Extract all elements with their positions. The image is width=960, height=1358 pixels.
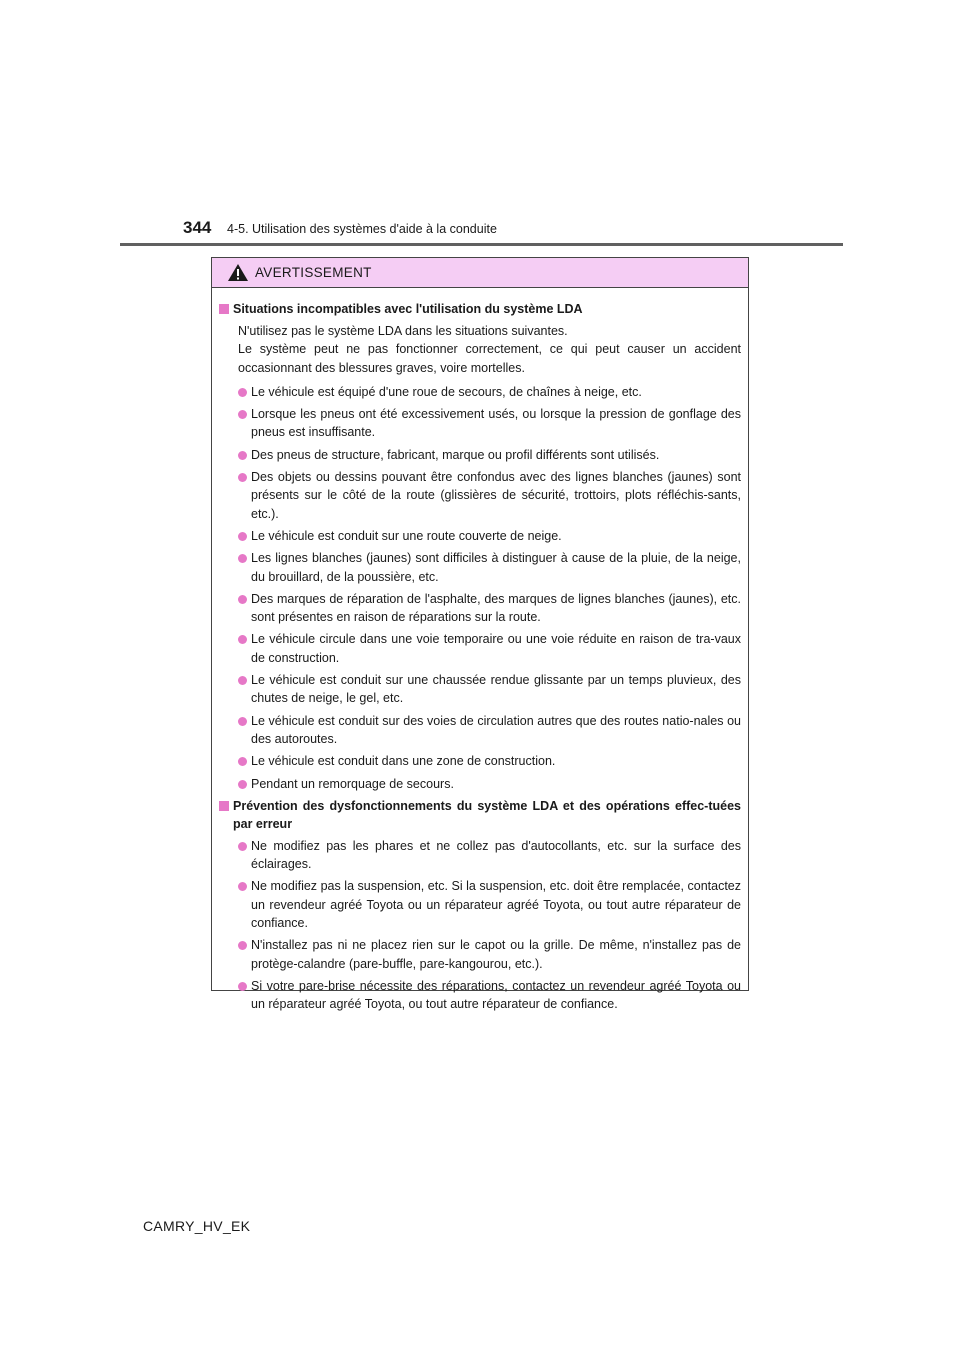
circle-bullet-icon [238,780,247,789]
square-bullet-icon [219,801,229,811]
circle-bullet-icon [238,842,247,851]
list-item: Le véhicule est équipé d'une roue de secours, de chaînes à neige, etc. [238,383,741,401]
list-item: Ne modifiez pas les phares et ne collez pas d'autocollants, etc. sur la surface des éclairages. [238,837,741,874]
section-title: 4-5. Utilisation des systèmes d'aide à la conduite [227,222,497,236]
circle-bullet-icon [238,595,247,604]
list-item: Le véhicule est conduit sur des voies de circulation autres que des routes natio-nales ou des autoroutes. [238,712,741,749]
circle-bullet-icon [238,882,247,891]
list-item: Des marques de réparation de l'asphalte, des marques de lignes blanches (jaunes), etc. sont présentes en raison de réparations sur la route. [238,590,741,627]
warning-header [212,258,748,288]
list-item: Le véhicule est conduit sur une chaussée rendue glissante par un temps pluvieux, des chutes de neige, le gel, etc. [238,671,741,708]
circle-bullet-icon [238,410,247,419]
square-bullet-icon [219,304,229,314]
page-number: 344 [183,218,212,237]
list-item: Les lignes blanches (jaunes) sont difficiles à distinguer à cause de la pluie, de la neige, du brouillard, de la poussière, etc. [238,549,741,586]
list-item: Le véhicule est conduit dans une zone de construction. [238,752,741,770]
list-item: Si votre pare-brise nécessite des réparations, contactez un revendeur agréé Toyota ou un réparateur agréé Toyota, ou tout autre réparateur de confiance. [238,977,741,1014]
circle-bullet-icon [238,473,247,482]
circle-bullet-icon [238,982,247,991]
list-item: Le véhicule est conduit sur une route couverte de neige. [238,527,741,545]
warning-triangle-icon [227,263,249,282]
header-rule [120,243,843,246]
list-item: Des objets ou dessins pouvant être confondus avec des lignes blanches (jaunes) sont présents sur le côté de la route (glissières de sécurité, trottoirs, plots réfléchis-sants, etc.). [238,468,741,523]
warning-box [211,257,749,1012]
circle-bullet-icon [238,635,247,644]
list-item: Pendant un remorquage de secours. [238,775,741,793]
circle-bullet-icon [238,388,247,397]
paragraph: N'utilisez pas le système LDA dans les situations suivantes. Le système peut ne pas fonctionner correctement, ce qui peut causer un accident occasionnant des blessures graves, voire mortelles. [238,324,741,375]
circle-bullet-icon [238,554,247,563]
section-heading: Situations incompatibles avec l'utilisation du système LDA [219,300,741,318]
warning-title: AVERTISSEMENT [255,265,372,280]
section-heading: Prévention des dysfonctionnements du système LDA et des opérations effec-tuées par erreur [219,797,741,833]
circle-bullet-icon [238,941,247,950]
circle-bullet-icon [238,451,247,460]
circle-bullet-icon [238,757,247,766]
list-item: Lorsque les pneus ont été excessivement usés, ou lorsque la pression de gonflage des pneus est insuffisante. [238,405,741,442]
warning-body [212,288,748,1014]
list-item: N'installez pas ni ne placez rien sur le capot ou la grille. De même, n'installez pas de protège-calandre (pare-buffle, pare-kangourou, etc.). [238,936,741,973]
list-item: Des pneus de structure, fabricant, marque ou profil différents sont utilisés. [238,446,741,464]
list-item: Le véhicule circule dans une voie temporaire ou une voie réduite en raison de tra-vaux de construction. [238,630,741,667]
circle-bullet-icon [238,676,247,685]
circle-bullet-icon [238,717,247,726]
circle-bullet-icon [238,532,247,541]
list-item: Ne modifiez pas la suspension, etc. Si la suspension, etc. doit être remplacée, contactez un revendeur agréé Toyota ou un réparateur agréé Toyota, ou tout autre réparateur de confiance. [238,877,741,932]
model-code: CAMRY_HV_EK [143,1218,251,1234]
